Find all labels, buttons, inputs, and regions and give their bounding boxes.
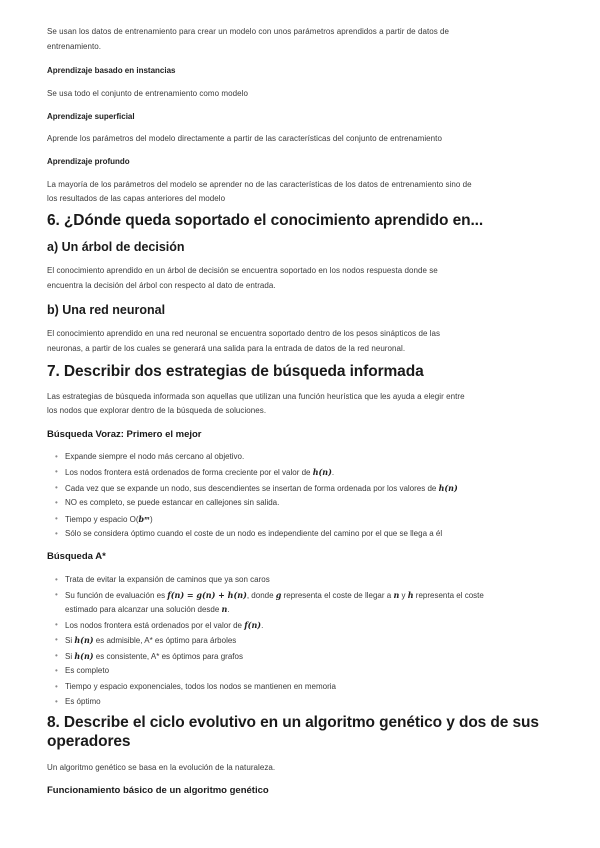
list-item: • NO es completo, se puede estancar en callejones sin salida. (55, 498, 280, 507)
paragraph: neuronas, a partir de los cuales se generará una salida para la entrada de datos de la red neuronal. (47, 344, 406, 353)
list-item: • Los nodos frontera está ordenados por el valor de f(n). (55, 620, 264, 630)
section-6-title: 6. ¿Dónde queda soportado el conocimiento aprendido en... (47, 212, 484, 229)
subheading-profundo: Aprendizaje profundo (47, 157, 130, 166)
subheading-voraz: Búsqueda Voraz: Primero el mejor (47, 429, 202, 440)
bullet-icon: • (55, 452, 58, 461)
bullet-icon: • (55, 635, 58, 644)
section-6a-title: a) Un árbol de decisión (47, 240, 185, 254)
paragraph: Las estrategias de búsqueda informada son aquellas que utilizan una función heurística que les ayuda a elegir entre (47, 392, 465, 401)
paragraph: La mayoría de los parámetros del modelo se aprender no de las características de los datos de entrenamiento sino de (47, 180, 472, 189)
section-7-title: 7. Describir dos estrategias de búsqueda informada (47, 363, 424, 380)
list-item: • Expande siempre el nodo más cercano al objetivo. (55, 452, 245, 461)
paragraph: entrenamiento. (47, 42, 102, 51)
math-formula: h(n) (74, 651, 94, 661)
list-item: • Es completo (55, 666, 110, 675)
bullet-icon: • (55, 575, 58, 584)
section-8-title-line2: operadores (47, 733, 131, 750)
bullet-icon: • (55, 467, 58, 476)
subheading-funcionamiento: Funcionamiento básico de un algoritmo genético (47, 785, 269, 796)
paragraph: encuentra la decisión del árbol con respecto al dato de entrada. (47, 281, 276, 290)
paragraph: los nodos que explorar dentro de la búsqueda de soluciones. (47, 406, 267, 415)
bullet-icon: • (55, 682, 58, 691)
list-item: • Es óptimo (55, 697, 101, 706)
math-formula: h(n) (438, 483, 458, 493)
list-item: • Tiempo y espacio exponenciales, todos los nodos se mantienen en memoria (55, 682, 336, 691)
list-item-continuation: estimado para alcanzar una solución desde n. (65, 604, 230, 614)
paragraph: Un algoritmo genético se basa en la evolución de la naturaleza. (47, 763, 276, 772)
bullet-icon: • (55, 483, 58, 492)
subheading-instancias: Aprendizaje basado en instancias (47, 66, 176, 75)
bullet-icon: • (55, 529, 58, 538)
bullet-icon: • (55, 514, 58, 523)
paragraph: El conocimiento aprendido en una red neuronal se encuentra soportado dentro de los pesos sinápticos de las (47, 329, 441, 338)
list-item: • Los nodos frontera está ordenados de forma creciente por el valor de h(n). (55, 467, 335, 477)
math-formula: h(n) (312, 467, 332, 477)
math-formula: f(n) (244, 620, 262, 630)
math-formula: bᵐ (138, 514, 150, 524)
math-symbol: h (407, 590, 414, 600)
math-symbol: n (393, 590, 400, 600)
paragraph: Se usan los datos de entrenamiento para crear un modelo con unos parámetros aprendidos a partir de datos de (47, 27, 450, 36)
list-item: • Tiempo y espacio O(bᵐ) (55, 514, 153, 524)
math-formula: f(n) = g(n) + h(n) (167, 590, 247, 600)
list-item: • Si h(n) es admisible, A* es óptimo para árboles (55, 635, 237, 645)
paragraph: El conocimiento aprendido en un árbol de decisión se encuentra soportado en los nodos respuesta donde se (47, 266, 438, 275)
math-formula: h(n) (74, 635, 94, 645)
bullet-icon: • (55, 498, 58, 507)
list-item: • Sólo se considera óptimo cuando el coste de un nodo es independiente del camino por el que se llega a él (55, 529, 443, 538)
section-8-title-line1: 8. Describe el ciclo evolutivo en un algoritmo genético y dos de sus (47, 714, 539, 731)
math-symbol: g (275, 590, 282, 600)
bullet-icon: • (55, 697, 58, 706)
subheading-astar: Búsqueda A* (47, 551, 106, 562)
bullet-icon: • (55, 666, 58, 675)
list-item: • Su función de evaluación es f(n) = g(n) + h(n), donde g representa el coste de llegar a n y h representa el coste (55, 590, 484, 600)
subheading-superficial: Aprendizaje superficial (47, 112, 135, 121)
bullet-icon: • (55, 651, 58, 660)
list-item: • Trata de evitar la expansión de caminos que ya son caros (55, 575, 270, 584)
math-symbol: n (221, 604, 228, 614)
list-item: • Si h(n) es consistente, A* es óptimos para grafos (55, 651, 243, 661)
section-6b-title: b) Una red neuronal (47, 303, 166, 317)
list-item: • Cada vez que se expande un nodo, sus descendientes se insertan de forma ordenada por los valores de h(n) (55, 483, 458, 493)
bullet-icon: • (55, 620, 58, 629)
paragraph: los resultados de las capas anteriores del modelo (47, 194, 226, 203)
bullet-icon: • (55, 590, 58, 599)
paragraph: Aprende los parámetros del modelo directamente a partir de las características del conjunto de entrenamiento (47, 134, 442, 143)
paragraph: Se usa todo el conjunto de entrenamiento como modelo (47, 89, 248, 98)
